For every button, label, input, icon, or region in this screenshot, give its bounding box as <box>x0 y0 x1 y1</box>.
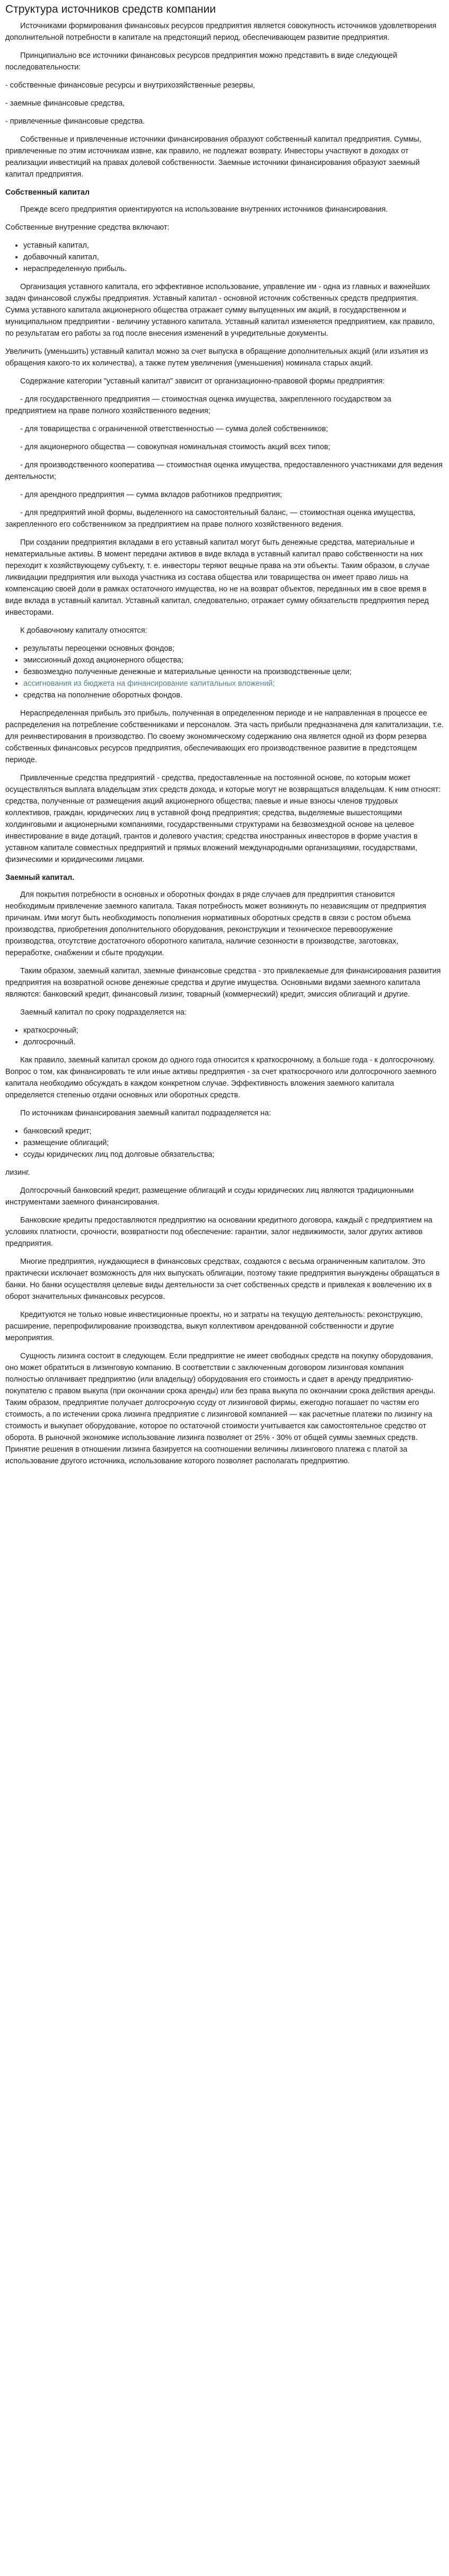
list-item: • средства на пополнение оборотных фондов. <box>23 689 444 701</box>
list-line: - для производственного кооператива — стоимостная оценка имущества, предоставленного участниками для ведения деятельности; <box>5 461 443 481</box>
paragraph: лизинг. <box>5 1168 30 1177</box>
section-heading: Заемный капитал. <box>5 874 75 882</box>
list-item: • нераспределенную прибыль. <box>23 263 444 275</box>
paragraph: По источникам финансирования заемный капитал подразделяется на: <box>20 1109 271 1117</box>
page-title: Структура источников средств компании <box>5 3 216 15</box>
list-line: - привлеченные финансовые средства. <box>5 117 145 126</box>
list-item: • эмиссионный доход акционерного общества; <box>23 654 444 666</box>
paragraph: Банковские кредиты предоставляются предприятию на основании кредитного договора, каждый с предприятием на условиях платности, срочности, возвратности под обеспечение: гарантии, залог недвижимости, залог других активов предприятия. <box>5 1216 433 1248</box>
list-line: - собственные финансовые ресурсы и внутрихозяйственные резервы, <box>5 81 256 90</box>
list-item: • безвозмездно полученные денежные и материальные ценности на производственные цели; <box>23 666 444 678</box>
paragraph: Содержание категории "уставный капитал" зависит от организационно-правовой формы предприятия: <box>20 377 385 386</box>
paragraph: Привлеченные средства предприятий - средства, предоставленные на постоянной основе, по которым может осуществляться выплата владельцам этих средств дохода, и которые могут не возвращаться владельцам. К ним относят: средства, полученные от размещения акций акционерного общества; паевые и иные взносы членов трудовых коллективов, граждан, юридических лиц в уставной фонд предприятия; средства, выделяемые вышестоящими холдинговыми и акционерными компаниями, государственными структурами на безвозмездной основе на целевое инвестирование в виде дотаций, грантов и долевого участия; средства иностранных инвесторов в форме участия в уставном капитале совместных предприятий и прямых вложений международными организациями, государствами, физическими и юридическими лицами. <box>5 774 441 864</box>
paragraph: Увеличить (уменьшить) уставный капитал можно за счет выпуска в обращение дополнительных акций (или изъятия из обращения какого-то их количества), а также путем увеличения (уменьшения) номинала старых акций. <box>5 347 428 368</box>
list-item: • ссуды юридических лиц под долговые обязательства; <box>23 1149 444 1160</box>
list-line: - для акционерного общества — совокупная номинальная стоимость акций всех типов; <box>20 443 330 451</box>
paragraph: Многие предприятия, нуждающиеся в финансовых средствах, создаются с весьма ограниченным капиталом. Это практически исключает возможность для них выпускать облигации, поэтому такие предприятия вынуждены обращаться в банки. Но банки осуществляя целевые виды деятельности за счет собственных средств и привлекая к вовлечению их в оборот значительных финансовых ресурсов. <box>5 1258 440 1301</box>
list-line: - для товарищества с ограниченной ответственностью — сумма долей собственников; <box>20 425 328 433</box>
list-item: • краткосрочный; <box>23 1025 444 1036</box>
paragraph: К добавочному капиталу относятся: <box>20 626 147 635</box>
list-item: • уставный капитал, <box>23 240 444 251</box>
bullet-list <box>5 643 444 701</box>
bullet-list <box>5 1025 444 1048</box>
paragraph: Нераспределенная прибыль это прибыль, полученная в определенном периоде и не направленная в процессе ее распределения на потребление собственниками и персоналом. Эта часть прибыли предназначена для капитализации, т.е. для реинвестирования в производство. По своему экономическому содержанию она является одной из форм резерва собственных финансовых ресурсов предприятия, обеспечивающих его производственное развитие в предстоящем периоде. <box>5 709 444 764</box>
link[interactable]: ассигнования из бюджета на финансирование капитальных вложений; <box>23 679 275 688</box>
paragraph: Таким образом, заемный капитал, заемные финансовые средства - это привлекаемые для финансирования развития предприятия на возвратной основе денежные средства и другие имущества. Основными видами заемного капитала являются: банковский кредит, финансовый лизинг, товарный (коммерческий) кредит, эмиссия облигаций и другие. <box>5 967 441 999</box>
list-item: • банковский кредит; <box>23 1125 444 1137</box>
list-line: - для государственного предприятия — стоимостная оценка имущества, закрепленного государством за предприятием на праве полного хозяйственного ведения; <box>5 395 391 415</box>
paragraph: Заемный капитал по сроку подразделяется на: <box>20 1008 187 1017</box>
paragraph: Прежде всего предприятия ориентируются на использование внутренних источников финансирования. <box>20 205 388 214</box>
paragraph: Источниками формирования финансовых ресурсов предприятия является совокупность источников удовлетворения дополнительной потребности в капитале на предстоящий период, обеспечивающем развитие предприятия. <box>5 22 437 42</box>
paragraph: Организация уставного капитала, его эффективное использование, управление им - одна из главных и важнейших задач финансовой службы предприятия. Уставный капитал - основной источник собственных средств предприятия. Сумма уставного капитала акционерного общества отражает сумму выпущенных им акций, в государственном и муниципальном предприятии - величину уставного капитала. Уставный капитал изменяется предприятием, как правило, по результатам его работы за год после внесения изменений в учредительные документы. <box>5 283 435 338</box>
list-item: • результаты переоценки основных фондов; <box>23 643 444 654</box>
paragraph: Собственные внутренние средства включают: <box>5 223 170 232</box>
paragraph: При создании предприятия вкладами в его уставный капитал могут быть денежные средства, материальные и нематериальные активы. В момент передачи активов в виде вклада в уставный капитал право собственности на них переходит к хозяйствующему субъекту, т. е. инвесторы теряют вещные права на эти объекты. Таким образом, в случае ликвидации предприятия или выхода участника из состава общества или товарищества он имеет право лишь на компенсацию своей доли в рамках остаточного имущества, но не на возврат объектов, переданных им в свое время в виде вклада в уставный капитал. Уставный капитал, следовательно, отражает сумму обязательств предприятия перед инвесторами. <box>5 538 430 617</box>
paragraph: Как правило, заемный капитал сроком до одного года относится к краткосрочному, а больше года - к долгосрочному. Вопрос о том, как финансировать те или иные активы предприятия - за счет краткосрочного или долгосрочного заемного капитала необходимо обсуждать в каждом конкретном случае. Эффективность вложения заемного капитала определяется степенью отдачи основных или оборотных средств. <box>5 1056 437 1099</box>
list-item: • добавочный капитал, <box>23 251 444 263</box>
paragraph: Для покрытия потребности в основных и оборотных фондах в ряде случаев для предприятия становится необходимым привлечение заемного капитала. Такая потребность может возникнуть по независящим от предприятия причинам. Ими могут быть необходимость пополнения нормативных оборотных средств в связи с ростом объема производства, приобретения дополнительного оборудования, реконструкции и техническое перевооружение производства, отсутствие достаточного оборотного капитала, наличие сезонности в производстве, заготовках, переработке, снабжении и сбыте продукции. <box>5 890 426 957</box>
list-item: • долгосрочный. <box>23 1036 444 1048</box>
paragraph: Сущность лизинга состоит в следующем. Если предприятие не имеет свободных средств на покупку оборудования, оно может обратиться в лизинговую компанию. В соответствии с заключенным договором лизинговая компания полностью оплачивает предприятию (или владельцу) оборудования его стоимость и сдает в аренду предприятию-покупателю с правом выкупа (при окончании срока аренды) или без права выкупа по окончании срока действия аренды. Таким образом, предприятие получает долгосрочную ссуду от лизинговой фирмы, ежегодно погашает по частям его стоимость, а по истечении срока лизинга предприятие с лизинговой компанией — как расчетные платежи по лизингу на стоимость и выкупает оборудование, которое по остаточной стоимости учитывается как самостоятельное средство от оборота. В рыночной экономике использование лизинга позволяет от 25% - 30% от общей суммы заемных средств. Принятие решения в отношении лизинга базируется на соотношении величины лизингового платежа с платой за использование другого источника, использование которого позволяет располагать предприятию. <box>5 1352 436 1465</box>
paragraph: Кредитуются не только новые инвестиционные проекты, но и затраты на текущую деятельность: реконструкцию, расширение, перепрофилирование производства, выкуп коллективом арендованной собственности и другие мероприятия. <box>5 1311 423 1342</box>
paragraph: Собственные и привлеченные источники финансирования образуют собственный капитал предприятия. Суммы, привлеченные по этим источникам извне, как правило, не подлежат возврату. Инвесторы участвуют в доходах от реализации инвестиций на правах долевой собственности. Заемные источники финансирования образуют заемный капитал предприятия. <box>5 135 421 179</box>
list-line: - для арендного предприятия — сумма вкладов работников предприятия; <box>20 491 283 499</box>
list-line: - заемные финансовые средства, <box>5 99 125 108</box>
list-item <box>23 678 444 689</box>
bullet-list <box>5 1125 444 1160</box>
paragraph: Долгосрочный банковский кредит, размещение облигаций и ссуды юридических лиц являются традиционными инструментами заемного финансирования. <box>5 1186 414 1207</box>
bullet-list <box>5 240 444 275</box>
list-item: • размещение облигаций; <box>23 1137 444 1149</box>
list-line: - для предприятий иной формы, выделенного на самостоятельный баланс, — стоимостная оценка имущества, закрепленного его собственником за предприятием на праве полного хозяйственного ведения. <box>5 509 416 529</box>
section-heading: Собственный капитал <box>5 188 90 197</box>
paragraph: Принципиально все источники финансовых ресурсов предприятия можно представить в виде следующей последовательности: <box>5 51 398 72</box>
